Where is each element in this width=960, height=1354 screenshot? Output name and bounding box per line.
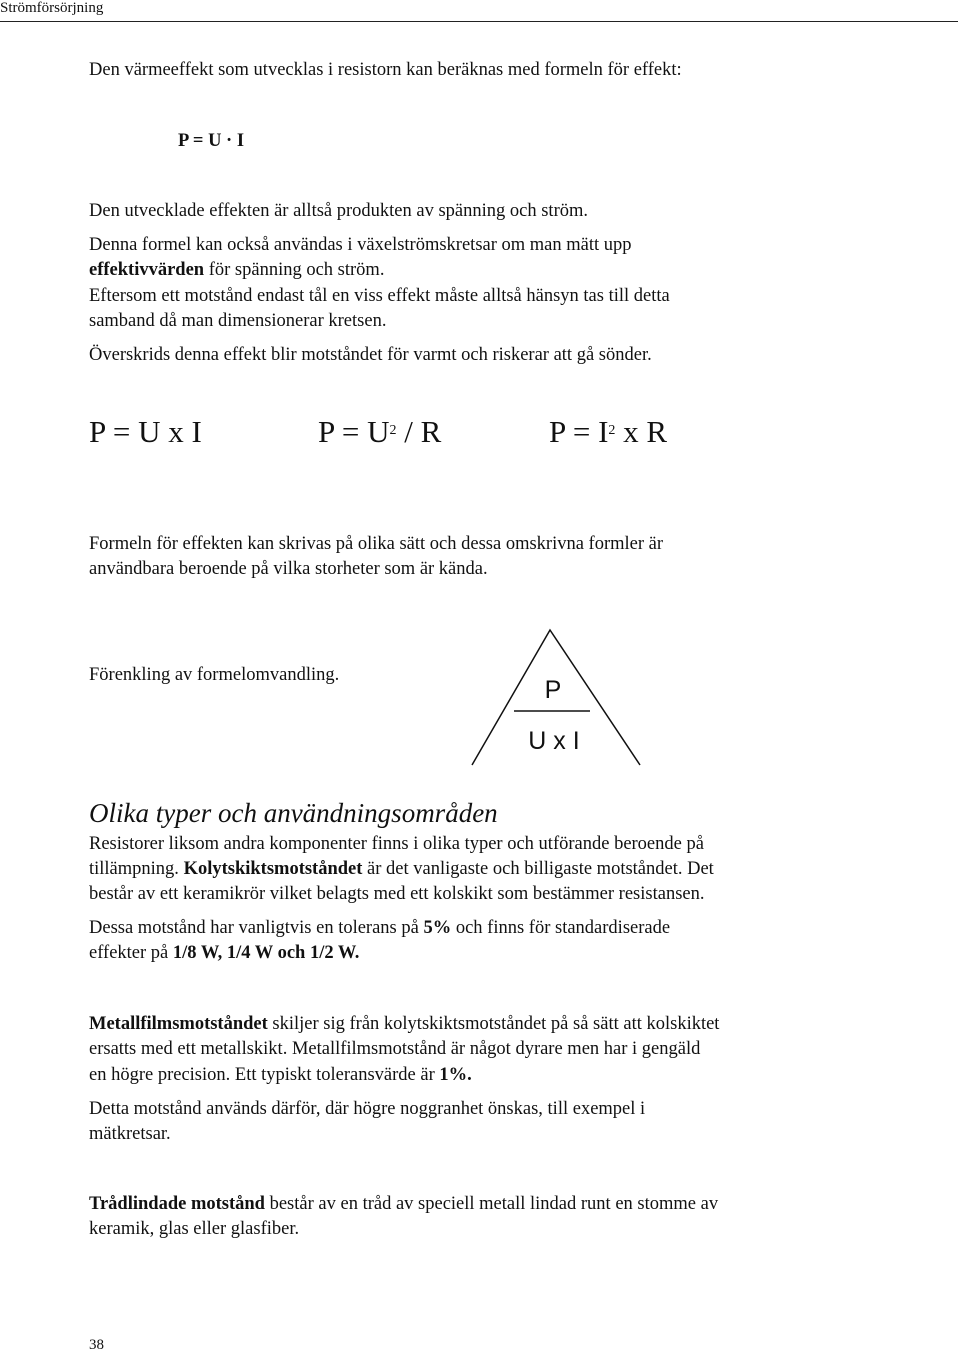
p1-line-2-b: är det vanligaste och billigaste motståndet. Det [362, 859, 714, 879]
intro-line-6: samband då man dimensionerar kretsen. [89, 311, 387, 331]
intro-line-4 [89, 258, 384, 284]
p2-line-1-a: Dessa motstånd har vanligtvis en tolerans på [89, 918, 424, 938]
section-p4-line-1: Detta motstånd används därför, där högre noggranhet önskas, till exempel i [89, 1099, 646, 1119]
formula-text-line-1: Formeln för effekten kan skrivas på olika sätt och dessa omskrivna formler är [89, 534, 664, 554]
section-p3-line-3 [89, 1063, 472, 1089]
running-header: Strömförsörjning [0, 0, 104, 16]
intro-line-4-rest: för spänning och ström. [204, 260, 385, 280]
tolerance-1-percent: 1%. [439, 1065, 472, 1085]
formula-power-i2-r [549, 414, 667, 450]
section-p5-line-1 [89, 1192, 718, 1218]
section-p1-line-2 [89, 857, 714, 883]
p2-line-1-b: och finns för standardiserade [451, 918, 671, 938]
p3-line-3-a: en högre precision. Ett typiskt toleransvärde är [89, 1065, 440, 1085]
header-rule [0, 21, 958, 22]
formula-3-rest: x R [615, 414, 668, 449]
triangle-bottom-uxi: U x I [528, 727, 580, 755]
intro-line-5: Eftersom ett motstånd endast tål en viss effekt måste alltså hänsyn tas till detta [89, 286, 670, 306]
section-p1-line-1: Resistorer liksom andra komponenter finns i olika typer och utförande beroende på [89, 834, 704, 854]
intro-line-2: Den utvecklade effekten är alltså produkten av spänning och ström. [89, 201, 588, 221]
term-tradlindade-motstand: Trådlindade motstånd [89, 1194, 265, 1214]
power-triangle-diagram [470, 628, 642, 770]
section-heading: Olika typer och användningsområden [89, 798, 498, 828]
simplification-label: Förenkling av formelomvandling. [89, 665, 340, 685]
intro-line-3: Denna formel kan också användas i växelströmskretsar om man mätt upp [89, 235, 632, 255]
formula-text-line-2: användbara beroende på vilka storheter som är kända. [89, 559, 488, 579]
formula-2-rest: / R [396, 414, 442, 449]
term-metallfilmsmotstandet: Metallfilmsmotståndet [89, 1014, 268, 1034]
intro-line-7: Överskrids denna effekt blir motståndet för varmt och riskerar att gå sönder. [89, 345, 652, 365]
intro-line-1: Den värmeeffekt som utvecklas i resistorn kan beräknas med formeln för effekt: [89, 60, 682, 80]
section-p1-line-3: består av ett keramikrör vilket belagts med ett kolskikt som bestämmer resistansen. [89, 884, 705, 904]
formula-power-u2-r [318, 414, 441, 450]
triangle-top-p: P [544, 676, 562, 704]
section-p3-line-1 [89, 1012, 719, 1038]
formula-power-ui: P = U x I [89, 414, 202, 449]
section-p4-line-2: mätkretsar. [89, 1124, 171, 1144]
formula-3-base: P = I [549, 414, 609, 449]
p1-line-2-a: tillämpning. [89, 859, 184, 879]
term-effektivvarden: effektivvärden [89, 260, 205, 280]
p2-line-2-a: effekter på [89, 943, 173, 963]
section-p3-line-2: ersatts med ett metallskikt. Metallfilmsmotstånd är något dyrare men har i gengäld [89, 1039, 701, 1059]
p5-line-1-b: består av en tråd av speciell metall lindad runt en stomme av [264, 1194, 719, 1214]
formula-p-equals-u-dot-i: P = U · I [178, 131, 245, 151]
formula-2-exponent: 2 [389, 423, 397, 438]
section-p2-line-1 [89, 916, 670, 942]
section-p5-line-2: keramik, glas eller glasfiber. [89, 1219, 300, 1239]
formula-2-base: P = U [318, 414, 390, 449]
section-p2-line-2 [89, 941, 359, 967]
page-number: 38 [89, 1337, 104, 1353]
standard-power-ratings: 1/8 W, 1/4 W och 1/2 W. [172, 943, 360, 963]
term-kolytskiktsmotstandet: Kolytskiktsmotståndet [183, 859, 363, 879]
tolerance-5-percent: 5% [423, 918, 452, 938]
p3-line-1-b: skiljer sig från kolytskiktsmotståndet på så sätt att kolskiktet [267, 1014, 720, 1034]
formula-3-exponent: 2 [608, 423, 616, 438]
